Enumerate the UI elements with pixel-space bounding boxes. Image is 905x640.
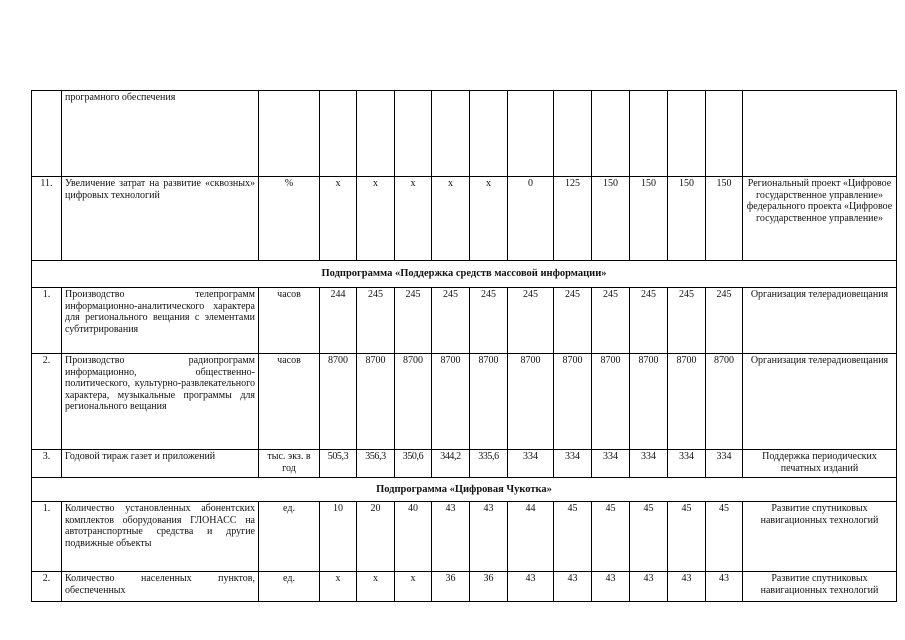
value-cell: 20	[357, 502, 395, 572]
value-cell: 245	[395, 288, 432, 354]
source-cell: Поддержка периодических печатных изданий	[743, 450, 897, 478]
value-cell: 8700	[432, 354, 470, 450]
value-cell: 245	[554, 288, 592, 354]
value-cell	[432, 91, 470, 177]
source-cell: Организация телерадиовещания	[743, 288, 897, 354]
row-number-cell: 3.	[32, 450, 62, 478]
value-cell: 334	[668, 450, 706, 478]
value-cell	[470, 91, 508, 177]
value-cell	[508, 91, 554, 177]
section-title: Подпрограмма «Цифровая Чукотка»	[32, 478, 897, 502]
section-header-row	[32, 261, 897, 288]
unit-cell: ед.	[259, 502, 320, 572]
row-number-cell: 2.	[32, 354, 62, 450]
value-cell: 8700	[592, 354, 630, 450]
value-cell: 45	[630, 502, 668, 572]
source-cell: Развитие спутниковых навигационных технологий	[743, 502, 897, 572]
value-cell	[706, 91, 743, 177]
value-cell: х	[395, 177, 432, 261]
value-cell	[630, 91, 668, 177]
value-cell: 245	[592, 288, 630, 354]
value-cell: 44	[508, 502, 554, 572]
value-cell: 335,6	[470, 450, 508, 478]
source-cell: Организация телерадиовещания	[743, 354, 897, 450]
value-cell: 43	[508, 572, 554, 602]
value-cell	[668, 91, 706, 177]
value-cell: 43	[592, 572, 630, 602]
value-cell: 40	[395, 502, 432, 572]
value-cell: 334	[508, 450, 554, 478]
indicator-name-cell: Увеличение затрат на развитие «сквозных» цифровых технологий	[62, 177, 259, 261]
indicator-name-cell: Производство телепрограмм информационно-аналитического характера для регионального вещания с элементами субтитрирования	[62, 288, 259, 354]
value-cell: 43	[706, 572, 743, 602]
indicator-name-cell: Производство радиопрограмм информационно, общественно-политического, культурно-развлекательного характера, музыкальные программы для регионального вещания	[62, 354, 259, 450]
value-cell	[320, 91, 357, 177]
value-cell: 8700	[470, 354, 508, 450]
table-row	[32, 91, 897, 177]
value-cell	[357, 91, 395, 177]
value-cell: 245	[668, 288, 706, 354]
value-cell: 150	[706, 177, 743, 261]
value-cell: 43	[470, 502, 508, 572]
table-row	[32, 177, 897, 261]
value-cell: х	[320, 572, 357, 602]
value-cell: 334	[554, 450, 592, 478]
value-cell: 344,2	[432, 450, 470, 478]
value-cell: 150	[668, 177, 706, 261]
value-cell: 244	[320, 288, 357, 354]
indicator-name-cell: Количество населенных пунктов, обеспеченных	[62, 572, 259, 602]
unit-cell: тыс. экз. в год	[259, 450, 320, 478]
value-cell: 356,3	[357, 450, 395, 478]
value-cell: 334	[630, 450, 668, 478]
unit-cell: часов	[259, 354, 320, 450]
indicator-name-cell: Количество установленных абонентских комплектов оборудования ГЛОНАСС на автотранспортные средства и другие подвижные объекты	[62, 502, 259, 572]
table-row	[32, 450, 897, 478]
table-row	[32, 502, 897, 572]
value-cell: 245	[432, 288, 470, 354]
value-cell: 0	[508, 177, 554, 261]
indicator-name-cell: Годовой тираж газет и приложений	[62, 450, 259, 478]
value-cell: 45	[706, 502, 743, 572]
row-number-cell	[32, 91, 62, 177]
value-cell: 8700	[554, 354, 592, 450]
value-cell: 334	[706, 450, 743, 478]
value-cell: 8700	[630, 354, 668, 450]
value-cell: 43	[432, 502, 470, 572]
row-number-cell: 1.	[32, 502, 62, 572]
value-cell: 45	[668, 502, 706, 572]
value-cell: 8700	[357, 354, 395, 450]
value-cell: 505,3	[320, 450, 357, 478]
value-cell: 245	[706, 288, 743, 354]
value-cell: 8700	[395, 354, 432, 450]
value-cell: 245	[357, 288, 395, 354]
source-cell	[743, 91, 897, 177]
section-title: Подпрограмма «Поддержка средств массовой информации»	[32, 261, 897, 288]
value-cell: 43	[554, 572, 592, 602]
table-row	[32, 288, 897, 354]
value-cell: 36	[432, 572, 470, 602]
value-cell	[554, 91, 592, 177]
value-cell: 334	[592, 450, 630, 478]
value-cell: 245	[508, 288, 554, 354]
row-number-cell: 2.	[32, 572, 62, 602]
source-cell: Региональный проект «Цифровое государственное управление» федерального проекта «Цифровое государственное управление»	[743, 177, 897, 261]
source-cell: Развитие спутниковых навигационных технологий	[743, 572, 897, 602]
value-cell: х	[395, 572, 432, 602]
unit-cell: часов	[259, 288, 320, 354]
value-cell: х	[470, 177, 508, 261]
row-number-cell: 11.	[32, 177, 62, 261]
unit-cell: ед.	[259, 572, 320, 602]
value-cell: 350,6	[395, 450, 432, 478]
value-cell: х	[432, 177, 470, 261]
value-cell: 8700	[508, 354, 554, 450]
value-cell	[592, 91, 630, 177]
value-cell: 10	[320, 502, 357, 572]
value-cell: 150	[630, 177, 668, 261]
value-cell: 45	[554, 502, 592, 572]
value-cell: 8700	[706, 354, 743, 450]
value-cell: 43	[668, 572, 706, 602]
value-cell	[395, 91, 432, 177]
section-header-row	[32, 478, 897, 502]
value-cell: 43	[630, 572, 668, 602]
table-row	[32, 354, 897, 450]
value-cell: 8700	[668, 354, 706, 450]
value-cell: 245	[470, 288, 508, 354]
indicator-name-cell: програмного обеспечения	[62, 91, 259, 177]
table-row	[32, 572, 897, 602]
row-number-cell: 1.	[32, 288, 62, 354]
value-cell: 45	[592, 502, 630, 572]
value-cell: х	[320, 177, 357, 261]
value-cell: 125	[554, 177, 592, 261]
value-cell: х	[357, 177, 395, 261]
value-cell: х	[357, 572, 395, 602]
value-cell: 36	[470, 572, 508, 602]
value-cell: 150	[592, 177, 630, 261]
unit-cell: %	[259, 177, 320, 261]
value-cell: 8700	[320, 354, 357, 450]
unit-cell	[259, 91, 320, 177]
indicators-table	[31, 90, 897, 602]
value-cell: 245	[630, 288, 668, 354]
